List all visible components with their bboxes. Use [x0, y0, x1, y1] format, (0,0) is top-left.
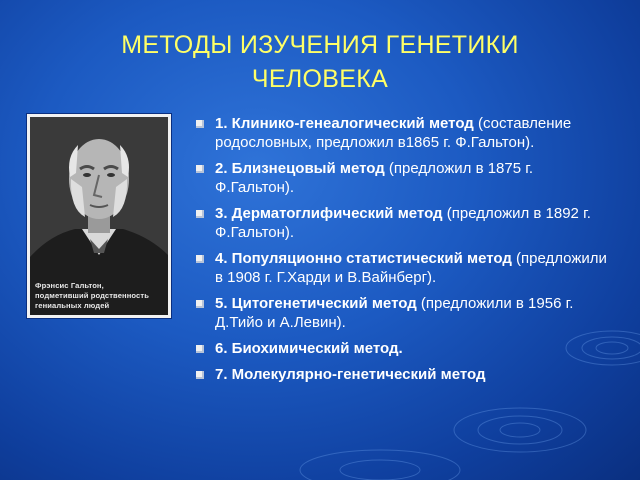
method-details: (предложил в 1892 г. Ф.Гальтон). [215, 205, 591, 241]
method-item-4 [193, 249, 613, 287]
methods-list [193, 114, 613, 391]
method-item-6 [193, 339, 613, 358]
method-item-3 [193, 204, 613, 242]
square-bullet-icon [196, 210, 204, 218]
portrait-caption [35, 281, 163, 311]
square-bullet-icon [196, 120, 204, 128]
method-name: 3. Дерматоглифический метод [215, 205, 443, 222]
method-name: 5. Цитогенетический метод [215, 295, 417, 312]
title-line-2: ЧЕЛОВЕКА [251, 65, 389, 93]
caption-line-3: гениальных людей [35, 301, 110, 310]
slide-title [40, 28, 600, 96]
square-bullet-icon [196, 345, 204, 353]
square-bullet-icon [196, 300, 204, 308]
method-name: 1. Клинико-генеалогический метод [215, 115, 474, 132]
method-name: 6. Биохимический метод. [215, 340, 403, 357]
method-item-5 [193, 294, 613, 332]
square-bullet-icon [196, 371, 204, 379]
method-item-1 [193, 114, 613, 152]
method-details: (предложили в 1956 г. Д.Тийо и А.Левин). [215, 295, 574, 331]
method-details: (составление родословных, предложил в1865 г. Ф.Гальтон). [215, 115, 572, 151]
method-item-7 [193, 365, 613, 384]
method-name: 7. Молекулярно-генетический метод [215, 366, 486, 383]
portrait-galton [27, 114, 171, 318]
caption-line-1: Фрэнсис Гальтон, [35, 281, 104, 290]
method-name: 4. Популяционно статистический метод [215, 250, 512, 267]
square-bullet-icon [196, 165, 204, 173]
square-bullet-icon [196, 255, 204, 263]
method-details: (предложил в 1875 г. Ф.Гальтон). [215, 160, 534, 196]
method-item-2 [193, 159, 613, 197]
method-name: 2. Близнецовый метод [215, 160, 385, 177]
title-line-1: МЕТОДЫ ИЗУЧЕНИЯ ГЕНЕТИКИ [121, 31, 519, 59]
caption-line-2: подметивший родственность [35, 291, 149, 300]
method-details: (предложили в 1908 г. Г.Харди и В.Вайнберг). [215, 250, 607, 286]
